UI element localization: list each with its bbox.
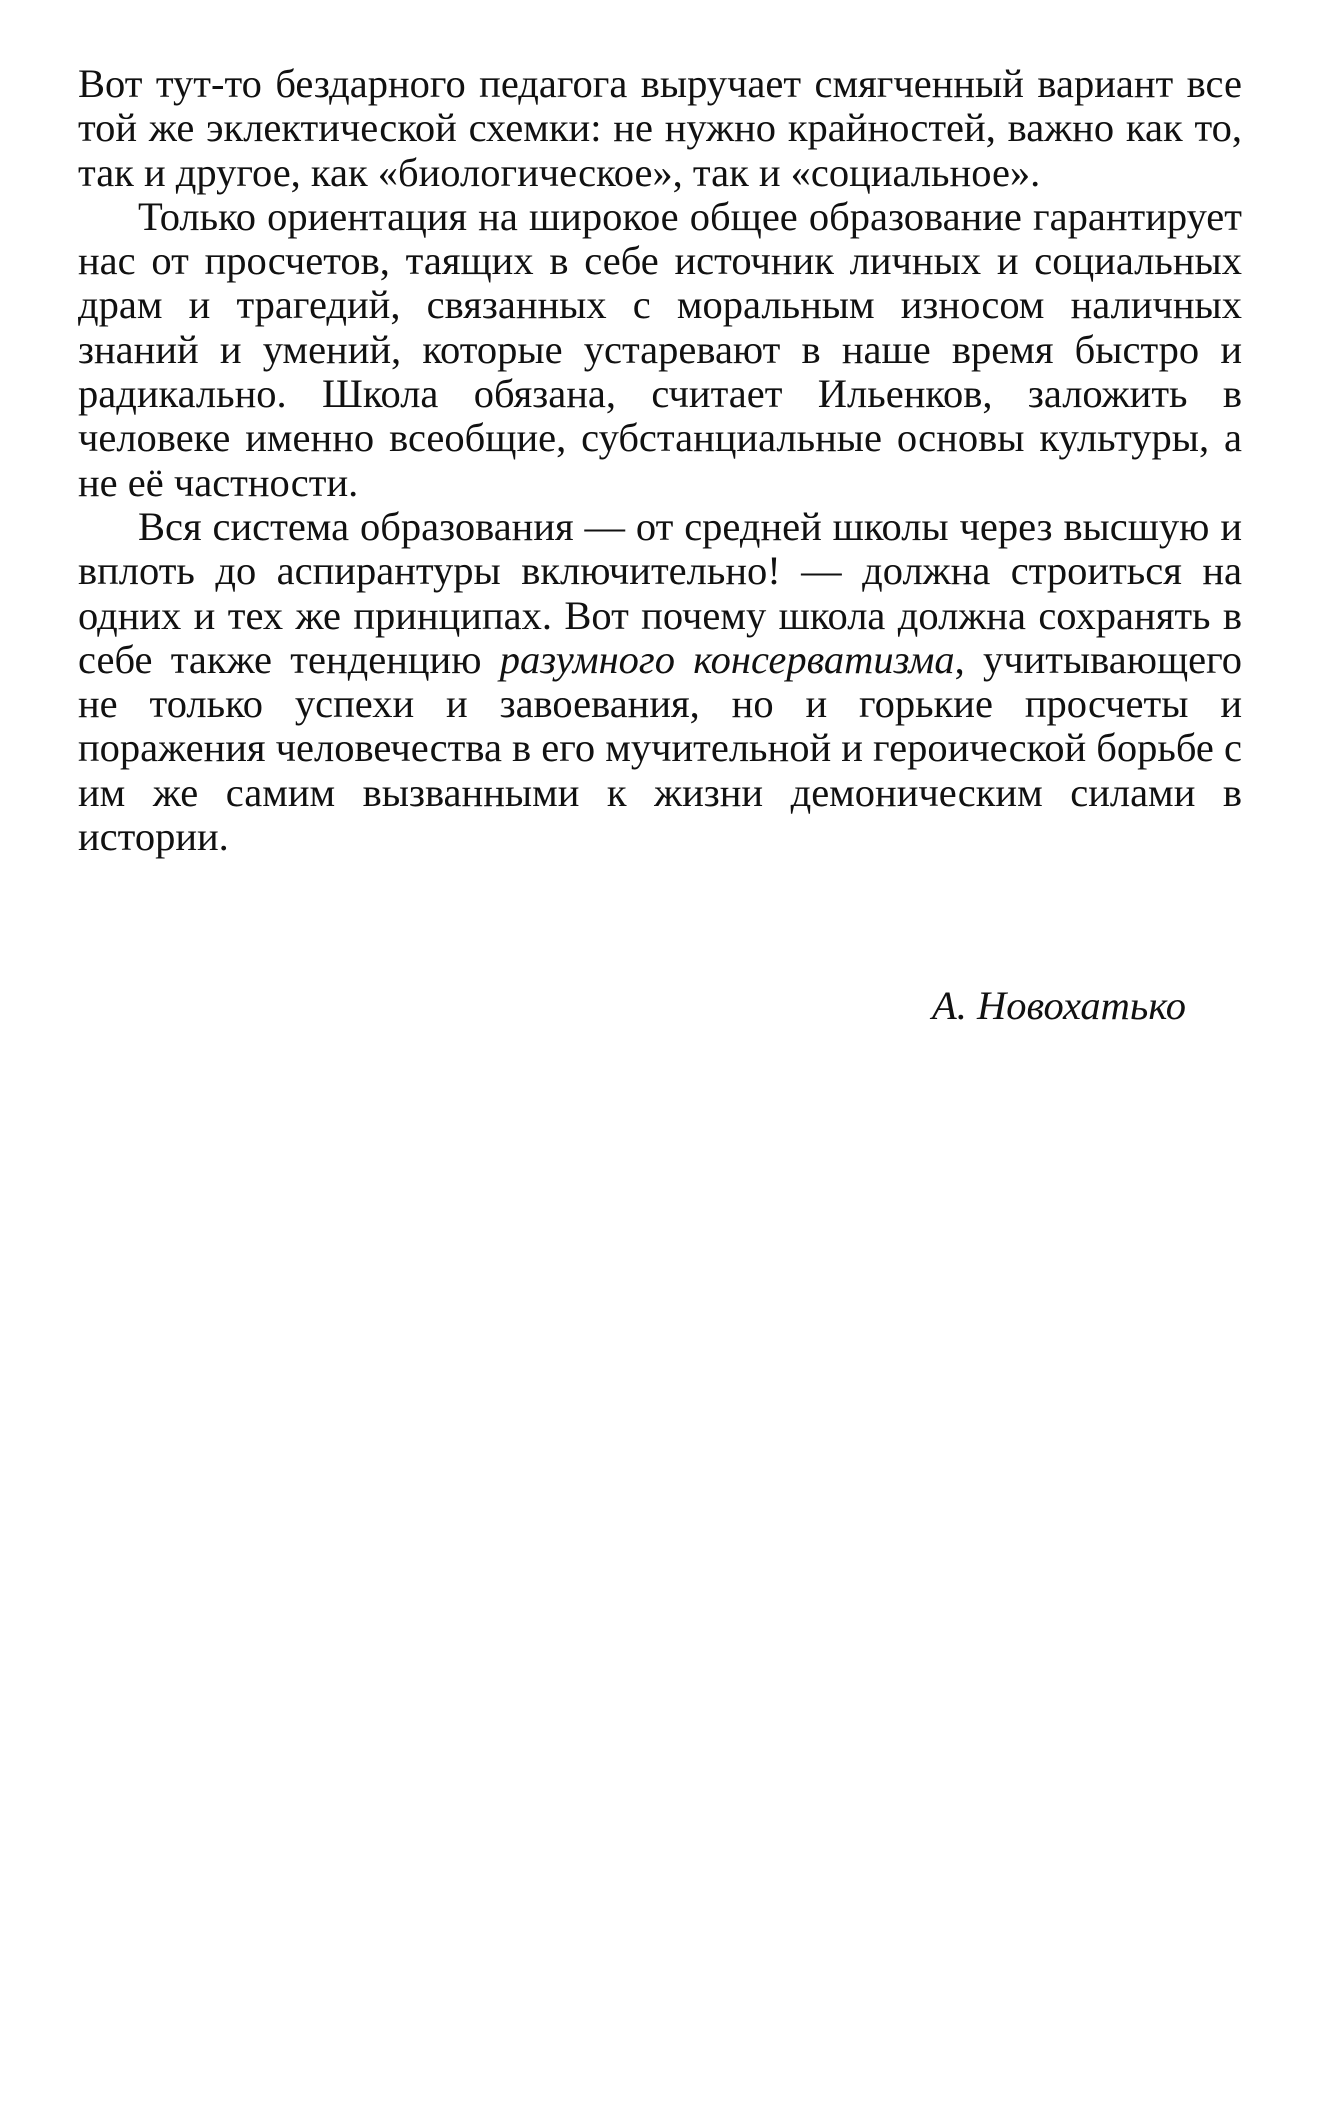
paragraph-3 — [78, 505, 1242, 859]
paragraph-1: Вот тут-то бездарного педагога выручает смягченный вариант все той же эклектической схемки: не нужно крайностей, важно как то, так и другое, как «биологическое», так и «социальное». — [78, 61, 1242, 195]
document-page — [78, 61, 1242, 1028]
paragraph-3-text-start: Вся система образования — от средней школы через высшую и вплоть до аспирантуры включительно! — должна строиться на одних и тех же принципах. Вот почему школа должна сохранять в себе также тенденцию — [78, 503, 1242, 682]
paragraph-3-emphasis: разумного консерватизма — [499, 636, 955, 682]
author-signature: А. Новохатько — [932, 983, 1186, 1028]
paragraph-3-text-end: , учитывающего не только успехи и завоевания, но и горькие просчеты и поражения человечества в его мучительной и героической борьбе с им же самим вызванными к жизни демоническим силами в истории. — [78, 636, 1242, 860]
paragraph-2: Только ориентация на широкое общее образование гарантирует нас от просчетов, таящих в себе источник личных и социальных драм и трагедий, связанных с моральным износом наличных знаний и умений, которые устаревают в наше время быстро и радикально. Школа обязана, считает Ильенков, заложить в человеке именно всеобщие, субстанциальные основы культуры, а не её частности. — [78, 193, 1242, 505]
